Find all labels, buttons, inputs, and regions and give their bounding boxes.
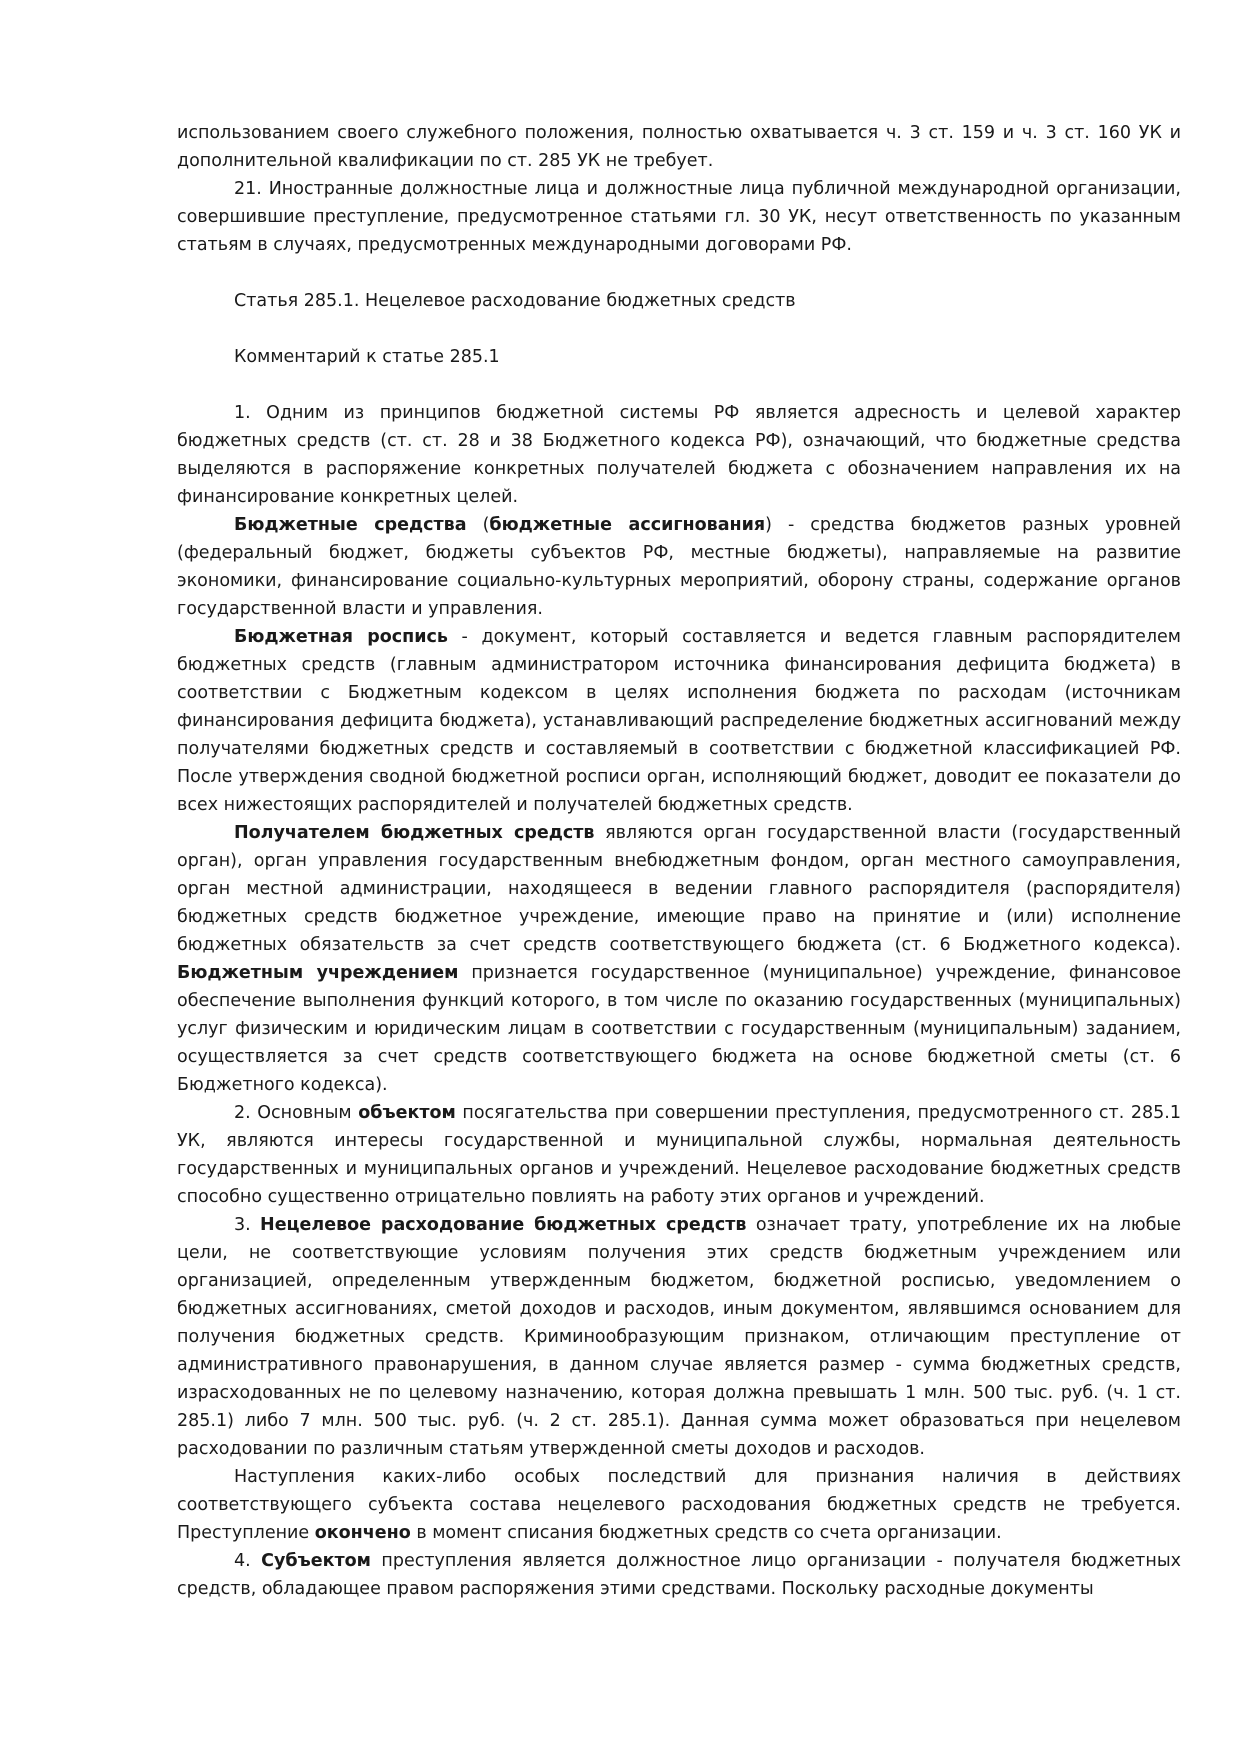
spacer (177, 315, 1181, 343)
term: Нецелевое расходование бюджетных средств (260, 1215, 747, 1235)
comment-title: Комментарий к статье 285.1 (234, 347, 500, 367)
spacer (177, 259, 1181, 287)
definition-budget-funds: Бюджетные средства (бюджетные ассигнования) - средства бюджетов разных уровней (федеральный бюджет, бюджеты субъектов РФ, местные бюджеты), направляемые на развитие экономики, финансирование социально-культурных мероприятий, оборону страны, содержание органов государственной власти и управления. (177, 515, 1182, 619)
paragraph-continuation: использованием своего служебного положения, полностью охватывается ч. 3 ст. 159 и ч. 3 ст. 160 УК и дополнительной квалификации по ст. 285 УК не требует. (177, 123, 1181, 171)
paragraph-1: 1. Одним из принципов бюджетной системы РФ является адресность и целевой характер бюджетных средств (ст. ст. 28 и 38 Бюджетного кодекса РФ), означающий, что бюджетные средства выделяются в распоряжение конкретных получателей бюджета с обозначением направления их на финансирование конкретных целей. (177, 403, 1181, 507)
term: Бюджетные средства (234, 515, 467, 535)
paragraph-3: 3. Нецелевое расходование бюджетных средств означает трату, употребление их на любые цели, не соответствующие условиям получения этих средств бюджетным учреждением или организацией, определенным утвержденным бюджетом, бюджетной росписью, уведомлением о бюджетных ассигнованиях, сметой доходов и расходов, иным документом, являвшимся основанием для получения бюджетных средств. Криминообразующим признаком, отличающим преступление от административного правонарушения, в данном случае является размер - сумма бюджетных средств, израсходованных не по целевому назначению, которая должна превышать 1 млн. 500 тыс. руб. (ч. 1 ст. 285.1) либо 7 млн. 500 тыс. руб. (ч. 2 ст. 285.1). Данная сумма может образоваться при нецелевом расходовании по различным статьям утвержденной сметы доходов и расходов. (177, 1215, 1181, 1459)
term: бюджетные ассигнования (489, 515, 766, 535)
paragraph-3-consequences: Наступления каких-либо особых последствий для признания наличия в действиях соответствующего субъекта состава нецелевого расходования бюджетных средств не требуется. Преступление окончено в момент списания бюджетных средств со счета организации. (177, 1467, 1181, 1543)
term: Бюджетным учреждением (177, 963, 459, 983)
definition-budget-list: Бюджетная роспись - документ, который составляется и ведется главным распорядителем бюджетных средств (главным администратором источника финансирования дефицита бюджета) в соответствии с Бюджетным кодексом в целях исполнения бюджета по расходам (источникам финансирования дефицита бюджета), устанавливающий распределение бюджетных ассигнований между получателями бюджетных средств и составляемый в соответствии с бюджетной классификацией РФ. После утверждения сводной бюджетной росписи орган, исполняющий бюджет, доводит ее показатели до всех нижестоящих распорядителей и получателей бюджетных средств. (177, 627, 1181, 815)
paragraph-21: 21. Иностранные должностные лица и должностные лица публичной международной организации, совершившие преступление, предусмотренное статьями гл. 30 УК, несут ответственность по указанным статьям в случаях, предусмотренных международными договорами РФ. (177, 179, 1181, 255)
paragraph-2: 2. Основным объектом посягательства при совершении преступления, предусмотренного ст. 285.1 УК, являются интересы государственной и муниципальной службы, нормальная деятельность государственных и муниципальных органов и учреждений. Нецелевое расходование бюджетных средств способно существенно отрицательно повлиять на работу этих органов и учреждений. (177, 1103, 1181, 1207)
document-page (177, 119, 1181, 1603)
term: Получателем бюджетных средств (234, 823, 595, 843)
term: Субъектом (261, 1551, 371, 1571)
definition-recipient: Получателем бюджетных средств являются орган государственной власти (государственный орган), орган управления государственным внебюджетным фондом, орган местного самоуправления, орган местной администрации, находящееся в ведении главного распорядителя (распорядителя) бюджетных средств бюджетное учреждение, имеющие право на принятие и (или) исполнение бюджетных обязательств за счет средств соответствующего бюджета (ст. 6 Бюджетного кодекса). Бюджетным учреждением признается государственное (муниципальное) учреждение, финансовое обеспечение выполнения функций которого, в том числе по оказанию государственных (муниципальных) услуг физическим и юридическим лицам в соответствии с государственным (муниципальным) заданием, осуществляется за счет средств соответствующего бюджета на основе бюджетной сметы (ст. 6 Бюджетного кодекса). (177, 823, 1181, 1095)
term: Бюджетная роспись (234, 627, 448, 647)
term: объектом (358, 1103, 456, 1123)
article-title: Статья 285.1. Нецелевое расходование бюджетных средств (234, 291, 796, 311)
spacer (177, 371, 1181, 399)
term: окончено (314, 1523, 411, 1543)
paragraph-4: 4. Субъектом преступления является должностное лицо организации - получателя бюджетных средств, обладающее правом распоряжения этими средствами. Поскольку расходные документы (177, 1551, 1181, 1599)
